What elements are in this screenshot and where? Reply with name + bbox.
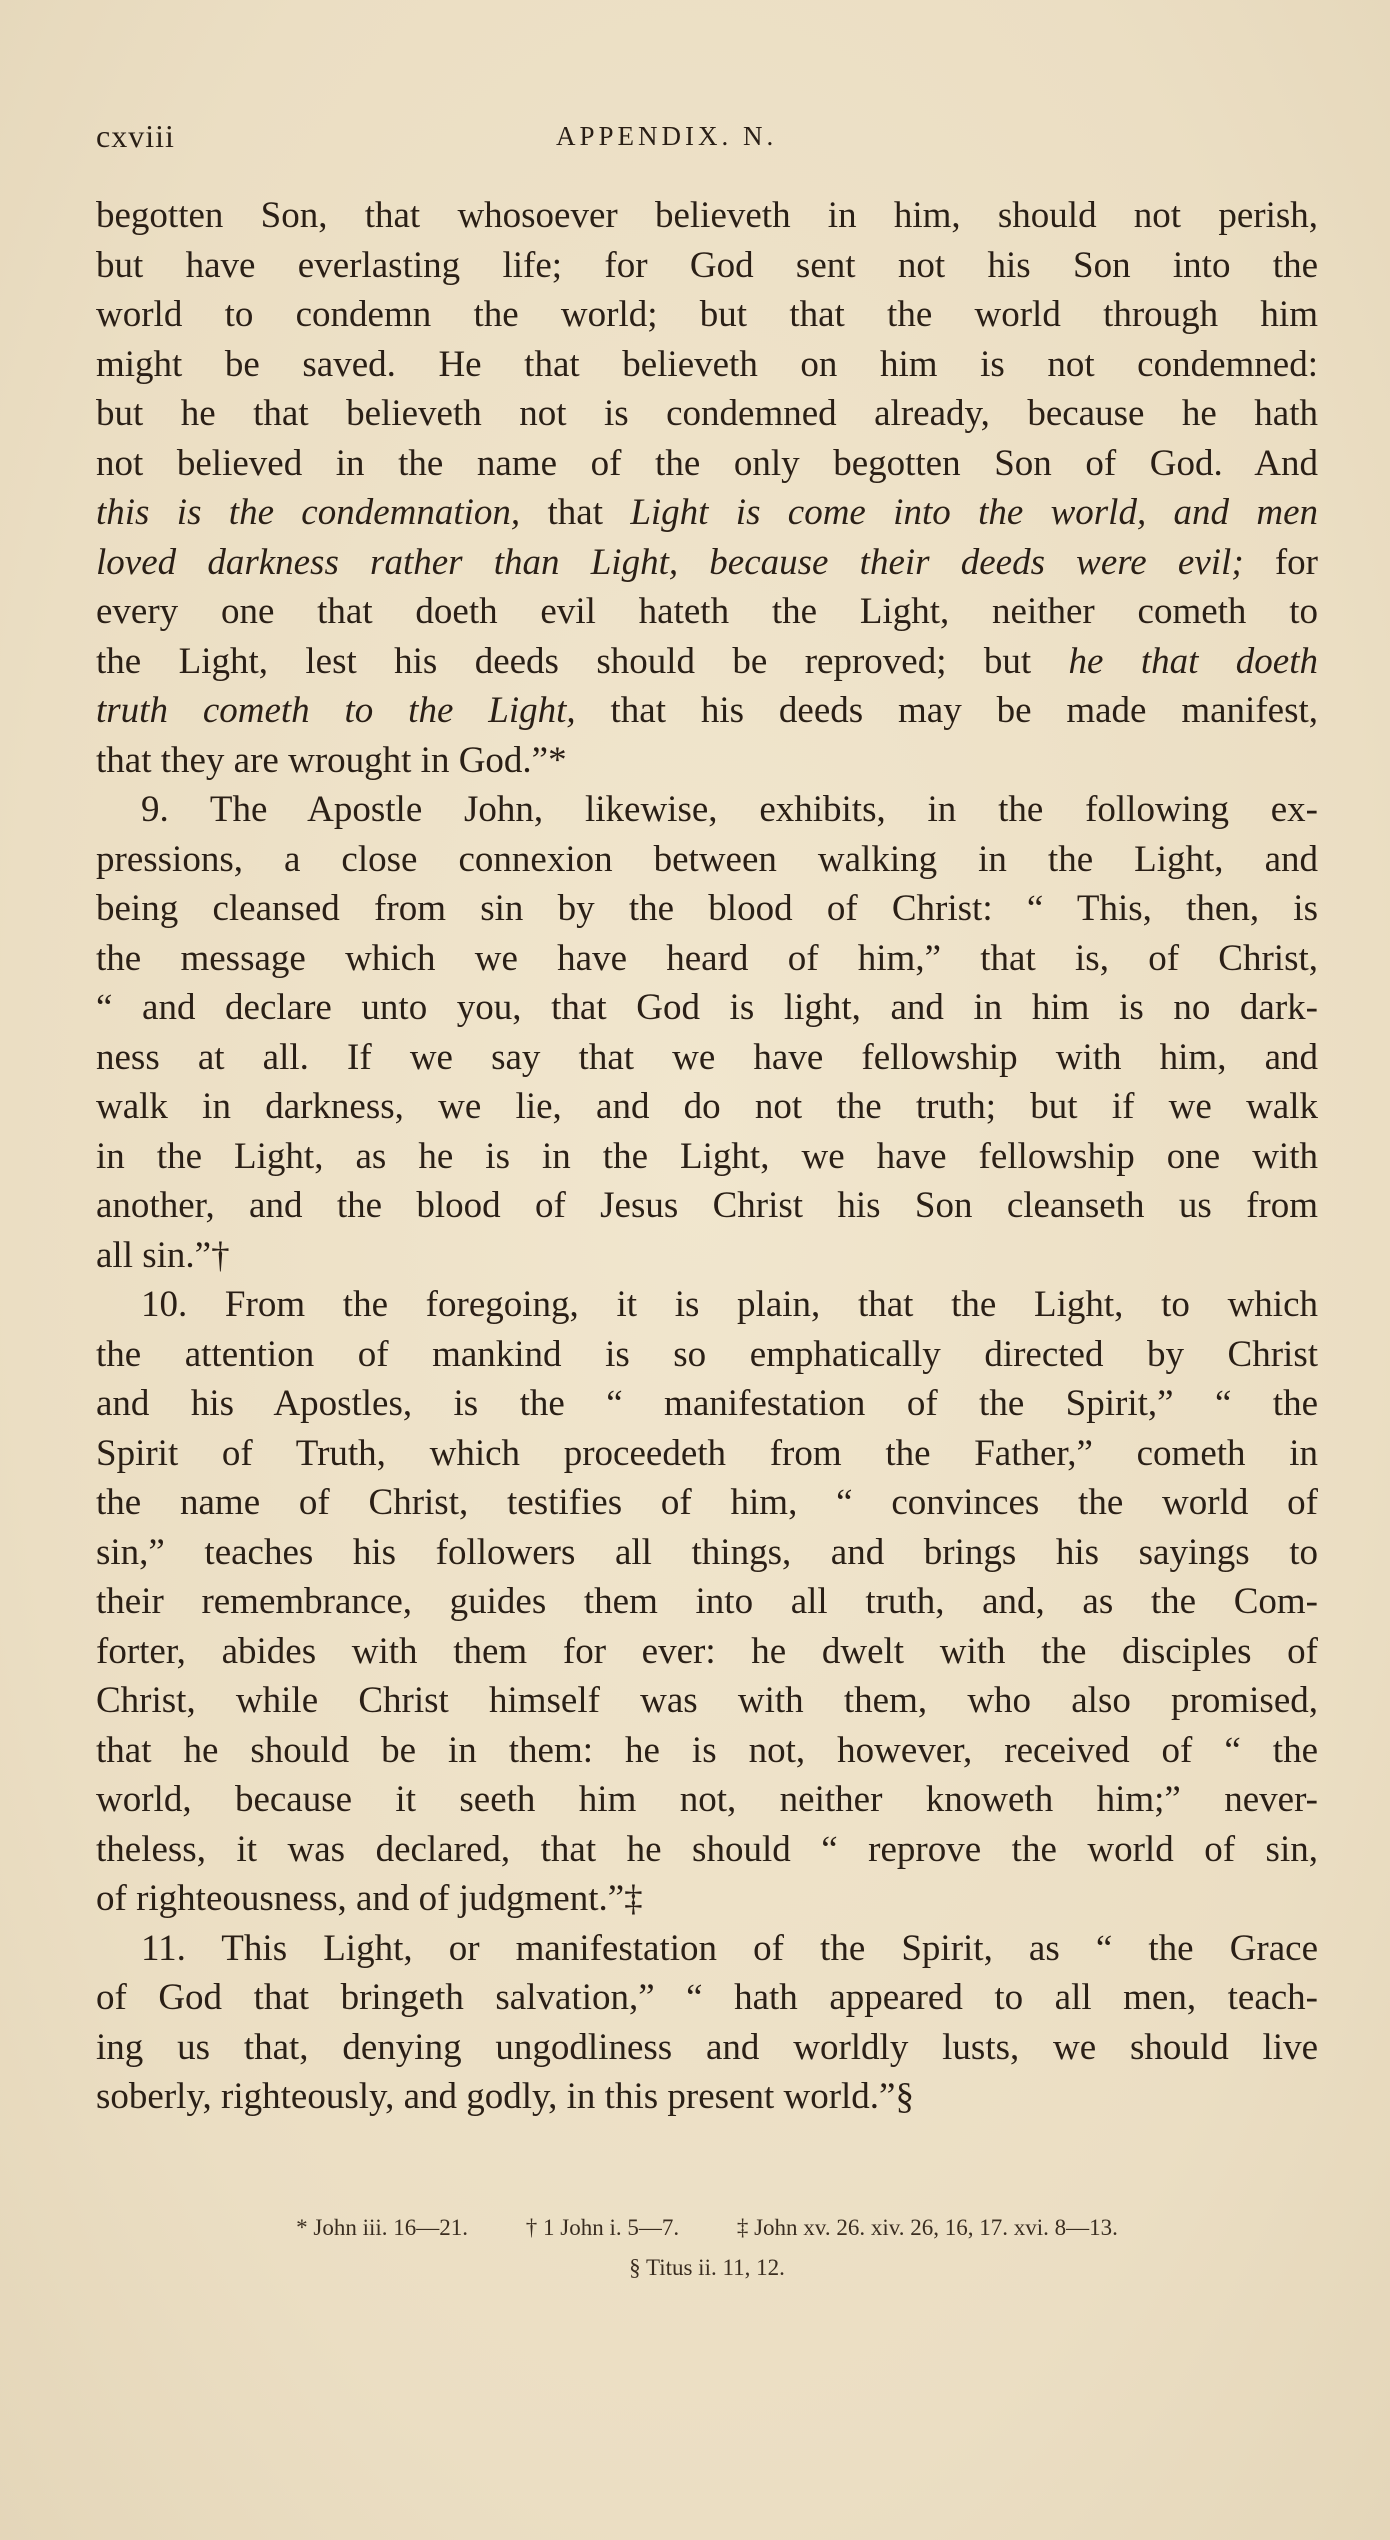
footnote-line <box>96 2248 1318 2288</box>
paragraph-start: 10. From the foregoing, it is plain, that the Light, to which <box>141 1284 1318 1325</box>
footnote-line <box>96 2208 1318 2248</box>
paragraph-start: 9. The Apostle John, likewise, exhibits, in the following ex- <box>141 789 1318 830</box>
italic-phrase: he that doeth <box>1068 640 1318 682</box>
text-line: the attention of mankind is so emphatically directed by Christ <box>96 1333 1318 1375</box>
text-line: the name of Christ, testifies of him, “ convinces the world of <box>96 1482 1318 1523</box>
text-line: but he that believeth not is condemned already, because he hath <box>96 393 1318 434</box>
text-line: theless, it was declared, that he should “ reprove the world of sin, <box>96 1828 1318 1870</box>
page-header <box>96 118 1318 158</box>
text-line: their remembrance, guides them into all truth, and, as the Com- <box>96 1581 1318 1622</box>
text-line: “ and declare unto you, that God is light, and in him is no dark- <box>96 987 1318 1028</box>
text-line <box>96 488 1318 538</box>
footnotes <box>96 2208 1318 2288</box>
footnote-dagger: † 1 John i. 5—7. <box>525 2215 680 2240</box>
text-segment: for <box>1243 541 1318 583</box>
italic-phrase: loved darkness rather than Light, because their deeds were evil; <box>96 541 1244 583</box>
text-line: forter, abides with them for ever: he dwelt with the disciples of <box>96 1630 1318 1672</box>
text-line: that he should be in them: he is not, however, received of “ the <box>96 1729 1318 1771</box>
text-line: of righteousness, and of judgment.”‡ <box>96 1878 643 1919</box>
text-line <box>96 686 1318 736</box>
text-line: world to condemn the world; but that the world through him <box>96 294 1318 335</box>
footnote-star: * John iii. 16—21. <box>296 2215 469 2240</box>
page-number: cxviii <box>96 118 175 154</box>
text-line: of God that bringeth salvation,” “ hath appeared to all men, teach- <box>96 1977 1318 2018</box>
text-line: another, and the blood of Jesus Christ his Son cleanseth us from <box>96 1185 1318 1226</box>
paragraph-start: 11. This Light, or manifestation of the Spirit, as “ the Grace <box>141 1927 1318 1969</box>
text-line: soberly, righteously, and godly, in this present world.”§ <box>96 2076 914 2117</box>
footnote-double-dagger: ‡ John xv. 26. xiv. 26, 16, 17. xvi. 8—13. <box>736 2215 1118 2240</box>
text-line: all sin.”† <box>96 1234 230 1276</box>
text-line: might be saved. He that believeth on him is not condemned: <box>96 343 1318 385</box>
text-line: every one that doeth evil hateth the Light, neither cometh to <box>96 591 1318 632</box>
text-line: the message which we have heard of him,” that is, of Christ, <box>96 937 1318 979</box>
italic-phrase: Light is come into the world, and men <box>630 492 1318 533</box>
text-line: Christ, while Christ himself was with them, who also promised, <box>96 1680 1318 1721</box>
text-line: in the Light, as he is in the Light, we have fellowship one with <box>96 1135 1318 1177</box>
text-line: ing us that, denying ungodliness and worldly lusts, we should live <box>96 2026 1318 2068</box>
text-segment: that <box>520 492 631 533</box>
text-line: and his Apostles, is the “ manifestation of the Spirit,” “ the <box>96 1383 1318 1424</box>
italic-phrase: truth cometh to the Light, <box>96 690 576 731</box>
text-line: pressions, a close connexion between walking in the Light, and <box>96 838 1318 880</box>
text-line: begotten Son, that whosoever believeth in him, should not perish, <box>96 195 1318 236</box>
text-line: but have everlasting life; for God sent not his Son into the <box>96 244 1318 286</box>
text-line: Spirit of Truth, which proceedeth from the Father,” cometh in <box>96 1432 1318 1474</box>
text-line: walk in darkness, we lie, and do not the truth; but if we walk <box>96 1086 1318 1127</box>
text-line: world, because it seeth him not, neither knoweth him;” never- <box>96 1779 1318 1820</box>
text-line: being cleansed from sin by the blood of Christ: “ This, then, is <box>96 888 1318 929</box>
text-line <box>96 538 1318 588</box>
running-head: APPENDIX. N. <box>556 121 778 151</box>
text-line: that they are wrought in God.”* <box>96 739 567 781</box>
text-segment: the Light, lest his deeds should be reproved; but <box>96 640 1069 682</box>
text-line: sin,” teaches his followers all things, and brings his sayings to <box>96 1531 1318 1573</box>
text-line <box>96 637 1318 687</box>
footnote-section: § Titus ii. 11, 12. <box>629 2255 785 2280</box>
text-line: ness at all. If we say that we have fellowship with him, and <box>96 1036 1318 1078</box>
italic-phrase: this is the condemnation, <box>96 492 521 533</box>
text-line: not believed in the name of the only begotten Son of God. And <box>96 442 1318 484</box>
body-text <box>96 191 1318 2122</box>
text-segment: that his deeds may be made manifest, <box>575 690 1318 731</box>
